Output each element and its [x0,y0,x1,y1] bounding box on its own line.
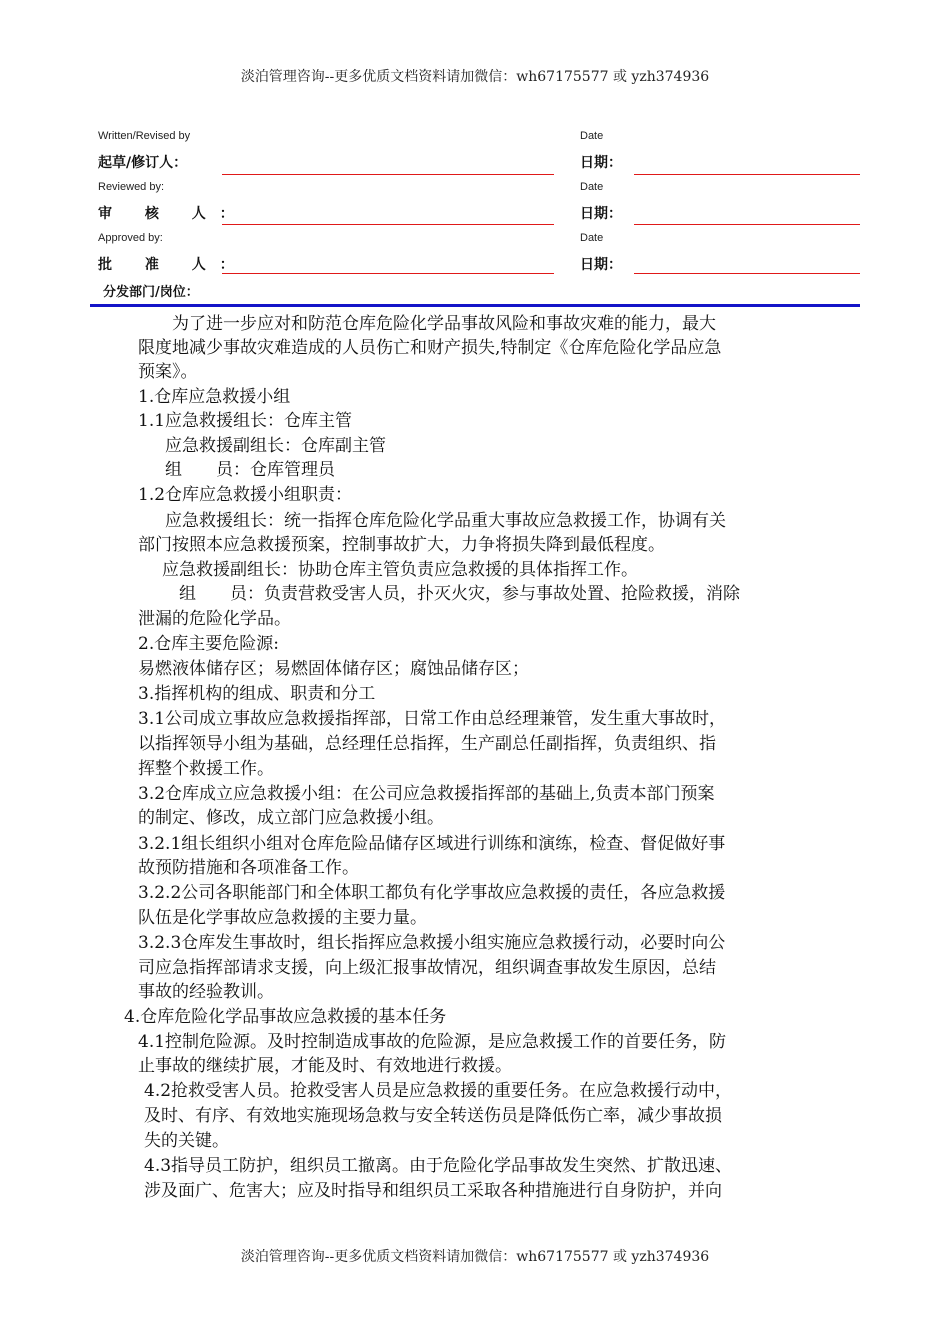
paragraph-line: 1.1应急救援组长：仓库主管 [138,411,353,431]
paragraph-line: 3.1公司成立事故应急救援指挥部，日常工作由总经理兼管，发生重大事故时， [138,709,727,729]
approved-by-cn-label: 批 准 人： [98,257,248,273]
date-en-label-2: Date [580,181,604,193]
paragraph-line: 事故的经验教训。 [138,982,274,1002]
paragraph-line: 应急救援组长：统一指挥仓库危险化学品重大事故应急救援工作，协调有关 [165,511,726,531]
paragraph-line: 限度地减少事故灾难造成的人员伤亡和财产损失,特制定《仓库危险化学品应急 [138,338,722,358]
paragraph-line: 止事故的继续扩展，才能及时、有效地进行救援。 [138,1056,512,1076]
paragraph-line: 为了进一步应对和防范仓库危险化学品事故风险和事故灾难的能力，最大 [172,314,716,334]
date-field-2[interactable] [634,224,860,225]
paragraph-line: 3.2.1组长组织小组对仓库危险品储存区域进行训练和演练，检查、督促做好事 [138,834,726,854]
date-en-label-1: Date [580,130,604,142]
paragraph-line: 组 员：仓库管理员 [165,460,335,480]
written-by-en-label: Written/Revised by [98,130,191,142]
paragraph-line: 挥整个救援工作。 [138,759,274,779]
paragraph-line: 司应急指挥部请求支援，向上级汇报事故情况，组织调查事故发生原因，总结 [138,958,716,978]
date-cn-label-2: 日期： [580,206,622,222]
paragraph-line: 以指挥领导小组为基础，总经理任总指挥，生产副总任副指挥，负责组织、指 [138,734,716,754]
section-heading: 1.仓库应急救援小组 [138,387,291,407]
paragraph-line: 涉及面广、危害大；应及时指导和组织员工采取各种措施进行自身防护，并向 [144,1181,722,1201]
date-en-label-3: Date [580,232,604,244]
section-heading: 4.仓库危险化学品事故应急救援的基本任务 [124,1007,447,1027]
paragraph-line: 失的关键。 [144,1131,229,1151]
date-cn-label-3: 日期： [580,257,622,273]
section-heading: 3.指挥机构的组成、职责和分工 [138,684,376,704]
paragraph-line: 部门按照本应急救援预案，控制事故扩大，力争将损失降到最低程度。 [138,535,665,555]
paragraph-line: 应急救援副组长：仓库副主管 [165,436,386,456]
date-cn-label-1: 日期： [580,155,622,171]
distribution-label: 分发部门/岗位： [103,285,199,300]
written-by-cn-label: 起草/修订人： [98,155,188,171]
paragraph-line: 4.3指导员工防护，组织员工撤离。由于危险化学品事故发生突然、扩散迅速、 [144,1156,733,1176]
paragraph-line: 1.2仓库应急救援小组职责： [138,485,353,505]
paragraph-line: 3.2仓库成立应急救援小组：在公司应急救援指挥部的基础上,负责本部门预案 [138,784,715,804]
paragraph-line: 4.1控制危险源。及时控制造成事故的危险源，是应急救援工作的首要任务，防 [138,1032,727,1052]
paragraph-line: 3.2.3仓库发生事故时，组长指挥应急救援小组实施应急救援行动，必要时向公 [138,933,726,953]
page-footer: 淡泊管理咨询--更多优质文档资料请加微信：wh67175577 或 yzh374936 [240,1249,710,1265]
approved-by-en-label: Approved by: [98,232,163,244]
header-divider [90,304,860,307]
paragraph-line: 故预防措施和各项准备工作。 [138,858,359,878]
date-field-3[interactable] [634,273,860,274]
paragraph-line: 3.2.2公司各职能部门和全体职工都负有化学事故应急救援的责任，各应急救援 [138,883,726,903]
approved-by-field[interactable] [222,273,554,274]
paragraph-line: 应急救援副组长：协助仓库主管负责应急救援的具体指挥工作。 [162,560,638,580]
reviewed-by-field[interactable] [222,224,554,225]
paragraph-line: 易燃液体储存区；易燃固体储存区；腐蚀品储存区； [138,659,529,679]
date-field-1[interactable] [634,174,860,175]
section-heading: 2.仓库主要危险源: [138,634,279,654]
paragraph-line: 的制定、修改，成立部门应急救援小组。 [138,808,444,828]
reviewed-by-cn-label: 审 核 人： [98,206,248,222]
page-header: 淡泊管理咨询--更多优质文档资料请加微信：wh67175577 或 yzh374936 [240,69,710,85]
paragraph-line: 4.2抢救受害人员。抢救受害人员是应急救援的重要任务。在应急救援行动中， [144,1081,733,1101]
paragraph-line: 及时、有序、有效地实施现场急救与安全转送伤员是降低伤亡率，减少事故损 [144,1106,722,1126]
paragraph-line: 队伍是化学事故应急救援的主要力量。 [138,908,427,928]
paragraph-line: 预案》。 [138,362,198,382]
written-by-field[interactable] [222,174,554,175]
reviewed-by-en-label: Reviewed by: [98,181,165,193]
paragraph-line: 泄漏的危险化学品。 [138,609,291,629]
paragraph-line: 组 员：负责营救受害人员，扑灭火灾，参与事故处置、抢险救援，消除 [179,584,740,604]
